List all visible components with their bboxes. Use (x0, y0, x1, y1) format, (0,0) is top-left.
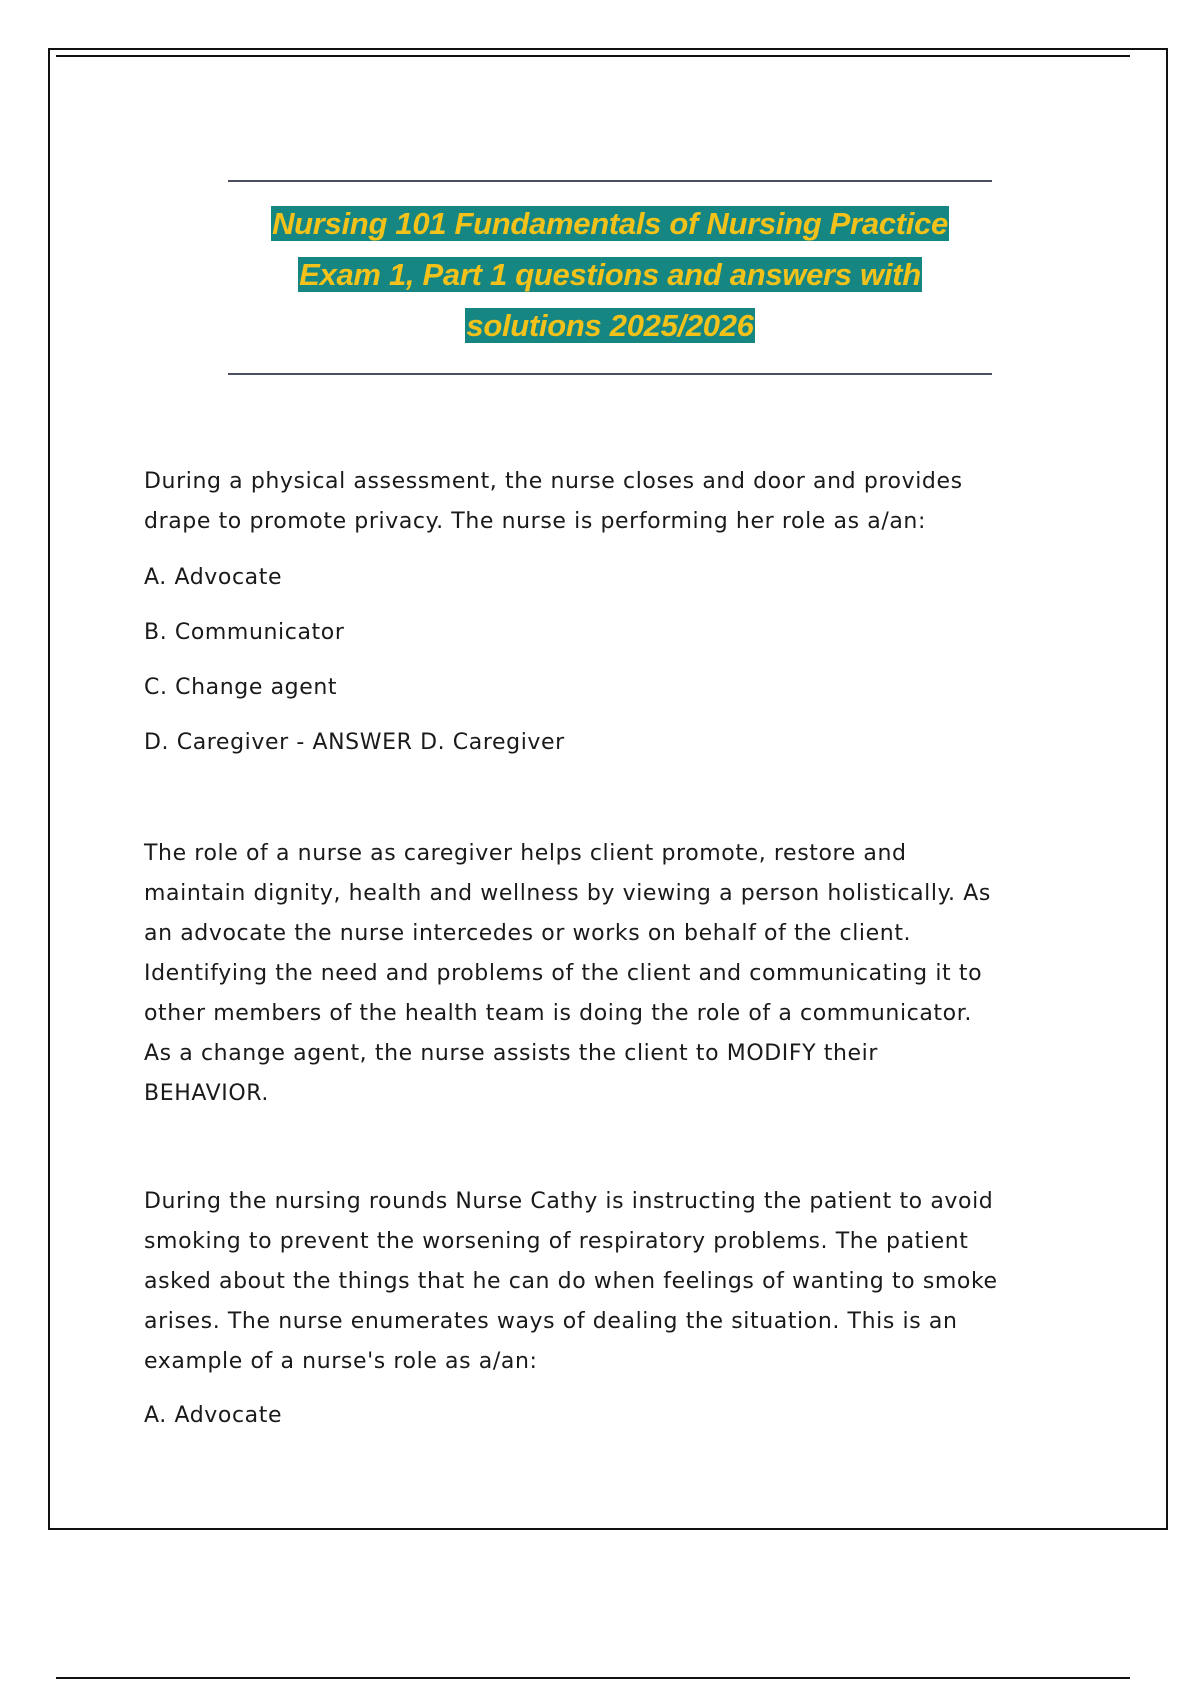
question-2 (144, 1182, 1104, 1382)
rationale-line: other members of the health team is doing the role of a communicator. (144, 1001, 972, 1026)
title-line: Nursing 101 Fundamentals of Nursing Practice (272, 206, 948, 241)
option: A. Advocate (144, 565, 283, 590)
question-stem: During a physical assessment, the nurse closes and door and provides (144, 469, 963, 494)
title-rule-top (228, 180, 992, 182)
question-stem: During the nursing rounds Nurse Cathy is instructing the patient to avoid (144, 1189, 994, 1214)
question-stem: asked about the things that he can do when feelings of wanting to smoke (144, 1269, 998, 1294)
rationale-line: Identifying the need and problems of the client and communicating it to (144, 961, 983, 986)
question-stem: smoking to prevent the worsening of respiratory problems. The patient (144, 1229, 969, 1254)
title-rule-bottom (228, 373, 992, 375)
question-1-options (144, 558, 1104, 763)
document-title (228, 198, 992, 351)
title-line: Exam 1, Part 1 questions and answers with (299, 257, 921, 292)
option: A. Advocate (144, 1403, 283, 1428)
bottom-rule (56, 1677, 1130, 1679)
rationale-line: As a change agent, the nurse assists the client to MODIFY their (144, 1041, 879, 1066)
question-2-options (144, 1396, 1104, 1436)
rationale (144, 834, 1104, 1114)
question-stem: drape to promote privacy. The nurse is performing her role as a/an: (144, 509, 926, 534)
rationale-line: maintain dignity, health and wellness by viewing a person holistically. As (144, 881, 991, 906)
rationale-line: The role of a nurse as caregiver helps client promote, restore and (144, 841, 907, 866)
option-answer: D. Caregiver - ANSWER D. Caregiver (144, 730, 565, 755)
option: B. Communicator (144, 620, 345, 645)
rationale-line: BEHAVIOR. (144, 1081, 269, 1106)
rationale-line: an advocate the nurse intercedes or works on behalf of the client. (144, 921, 912, 946)
option: C. Change agent (144, 675, 338, 700)
title-line: solutions 2025/2026 (466, 308, 754, 343)
question-stem: arises. The nurse enumerates ways of dealing the situation. This is an (144, 1309, 958, 1334)
question-stem: example of a nurse's role as a/an: (144, 1349, 538, 1374)
question-1 (144, 462, 1104, 542)
top-rule (56, 55, 1130, 57)
